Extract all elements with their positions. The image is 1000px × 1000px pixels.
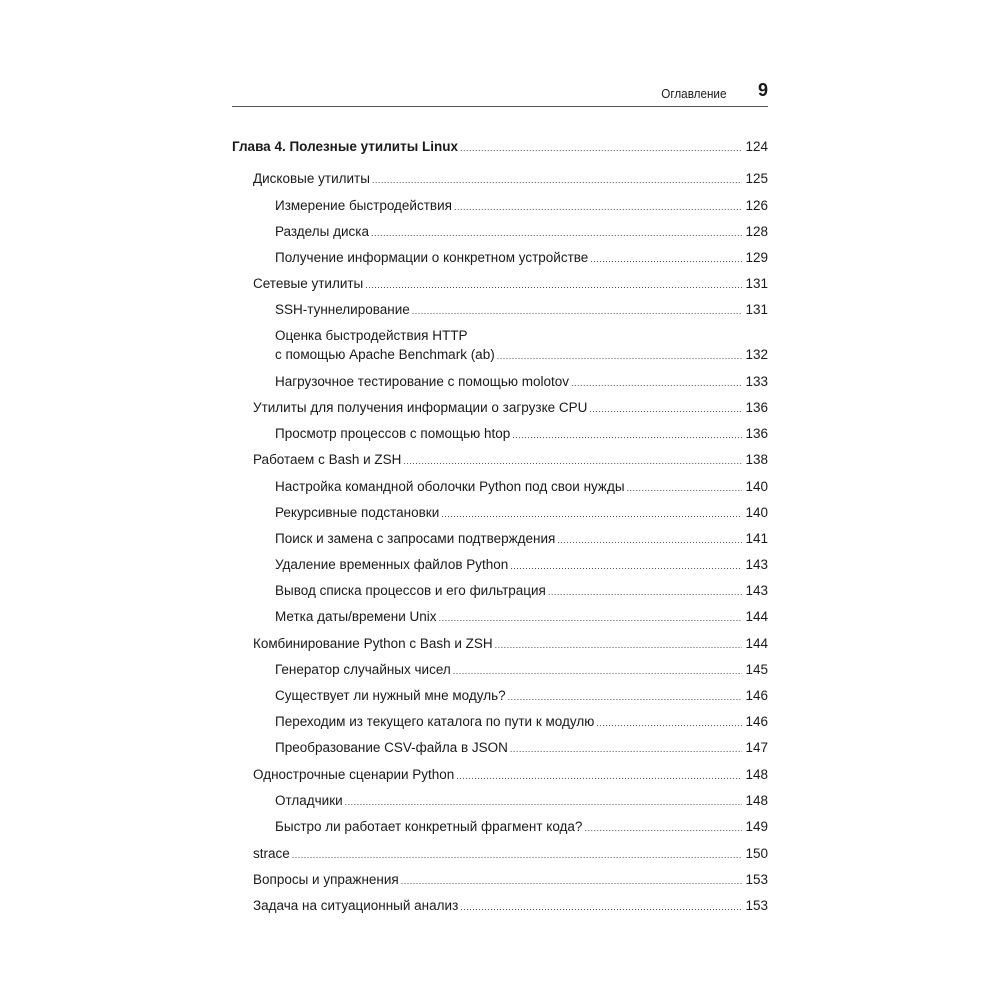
toc-subsection[interactable] [232,557,768,572]
toc-subsection[interactable] [232,302,768,317]
toc-page: 136 [745,426,768,441]
toc-page: 138 [745,452,768,467]
toc-title: strace [253,846,290,861]
toc-subsection[interactable] [232,740,768,755]
toc-section[interactable] [232,452,768,467]
running-title: Оглавление [660,86,726,101]
toc-page: 133 [745,374,768,389]
toc-page: 128 [745,224,768,239]
toc-title: Рекурсивные подстановки [275,505,440,520]
leader-dots [372,175,743,185]
toc-section[interactable] [232,872,768,887]
toc-title: Разделы диска [275,224,369,239]
toc-subsection[interactable] [232,505,768,520]
toc-section[interactable] [232,636,768,651]
toc-subsection[interactable] [232,479,768,494]
leader-dots [512,430,742,440]
toc-page: 126 [745,198,768,213]
toc-subsection[interactable] [232,688,768,703]
toc-title: Поиск и замена с запросами подтверждения [275,531,556,546]
leader-dots [453,666,743,676]
leader-dots [596,718,742,728]
leader-dots [345,797,743,807]
toc-page: 143 [745,557,768,572]
leader-dots [292,850,743,860]
toc-page: 150 [745,846,768,861]
leader-dots [508,692,743,702]
toc-page: 153 [745,898,768,913]
toc-title: Работаем с Bash и ZSH [253,452,402,467]
toc-title: Задача на ситуационный анализ [253,898,459,913]
toc-subsection[interactable] [232,793,768,808]
toc-page: 145 [745,662,768,677]
leader-dots [584,823,742,833]
toc-page: 132 [745,347,768,362]
leader-dots [412,306,743,316]
toc-subsection[interactable] [232,819,768,834]
leader-dots [365,280,742,290]
toc-title: Переходим из текущего каталога по пути к модулю [275,714,595,729]
toc-title: Получение информации о конкретном устройстве [275,250,589,265]
leader-dots [460,143,742,153]
toc-title: Комбинирование Python с Bash и ZSH [253,636,493,651]
leader-dots [441,509,742,519]
toc-subsection[interactable] [232,609,768,624]
toc-section[interactable] [232,846,768,861]
toc-page: 136 [745,400,768,415]
leader-dots [571,378,742,388]
toc-title: Генератор случайных чисел [275,662,451,677]
toc-page: 144 [745,636,768,651]
page-header [232,80,768,107]
toc-title: Измерение быстродействия [275,198,452,213]
toc-subsection[interactable] [232,714,768,729]
toc-page: 149 [745,819,768,834]
leader-dots [627,483,743,493]
toc-section[interactable] [232,898,768,913]
leader-dots [510,744,743,754]
toc-page: 125 [745,171,768,186]
toc-subsection[interactable] [232,531,768,546]
toc-section[interactable] [232,171,768,186]
toc-page: 141 [745,531,768,546]
toc-page: 146 [745,714,768,729]
leader-dots [497,351,743,361]
toc-title: Настройка командной оболочки Python под свои нужды [275,479,625,494]
toc-subsection[interactable] [232,426,768,441]
toc-page: 148 [745,767,768,782]
leader-dots [548,587,743,597]
toc-section[interactable] [232,400,768,415]
toc-section[interactable] [232,767,768,782]
toc-title: Отладчики [275,793,343,808]
toc-title: Однострочные сценарии Python [253,767,455,782]
leader-dots [401,876,743,886]
leader-dots [590,254,742,264]
toc-page: 124 [745,139,768,154]
leader-dots [460,902,742,912]
toc-subsection[interactable] [232,374,768,389]
toc-title: Метка даты/времени Unix [275,609,437,624]
toc-title: Быстро ли работает конкретный фрагмент кода? [275,819,583,834]
toc-title: Дисковые утилиты [253,171,370,186]
toc-title: Просмотр процессов с помощью htop [275,426,511,441]
toc-title: Существует ли нужный мне модуль? [275,688,506,703]
toc-title: Вывод списка процессов и его фильтрация [275,583,546,598]
toc-page: 129 [745,250,768,265]
toc-page: 131 [745,302,768,317]
toc-page: 147 [745,740,768,755]
toc-title: Удаление временных файлов Python [275,557,509,572]
leader-dots [403,456,742,466]
toc-subsection[interactable] [232,662,768,677]
toc-title: Вопросы и упражнения [253,872,399,887]
leader-dots [510,561,742,571]
toc-title: SSH-туннелирование [275,302,410,317]
toc-chapter[interactable] [232,139,768,154]
toc-section[interactable] [232,276,768,291]
leader-dots [439,613,743,623]
toc-page: 148 [745,793,768,808]
toc-subsection[interactable] [232,347,768,362]
toc-page: 143 [745,583,768,598]
toc-page: 140 [745,505,768,520]
page-number: 9 [757,80,768,100]
leader-dots [557,535,742,545]
toc-title-line1: Оценка быстродействия HTTP [275,328,468,343]
toc-title: с помощью Apache Benchmark (ab) [275,347,495,362]
toc-page: 140 [745,479,768,494]
leader-dots [371,228,743,238]
toc-page: 131 [745,276,768,291]
toc-subsection[interactable] [232,583,768,598]
toc-title: Сетевые утилиты [253,276,364,291]
leader-dots [456,771,742,781]
leader-dots [454,202,743,212]
toc-page: 144 [745,609,768,624]
leader-dots [495,640,743,650]
toc-page: 153 [745,872,768,887]
toc-subsection[interactable] [232,198,768,213]
toc-subsection[interactable] [232,224,768,239]
toc-title: Глава 4. Полезные утилиты Linux [232,139,458,154]
toc-subsection[interactable] [232,250,768,265]
toc-title: Нагрузочное тестирование с помощью molotov [275,374,570,389]
leader-dots [589,404,742,414]
toc-page: 146 [745,688,768,703]
toc-title: Утилиты для получения информации о загрузке CPU [253,400,588,415]
toc-title: Преобразование CSV-файла в JSON [275,740,508,755]
